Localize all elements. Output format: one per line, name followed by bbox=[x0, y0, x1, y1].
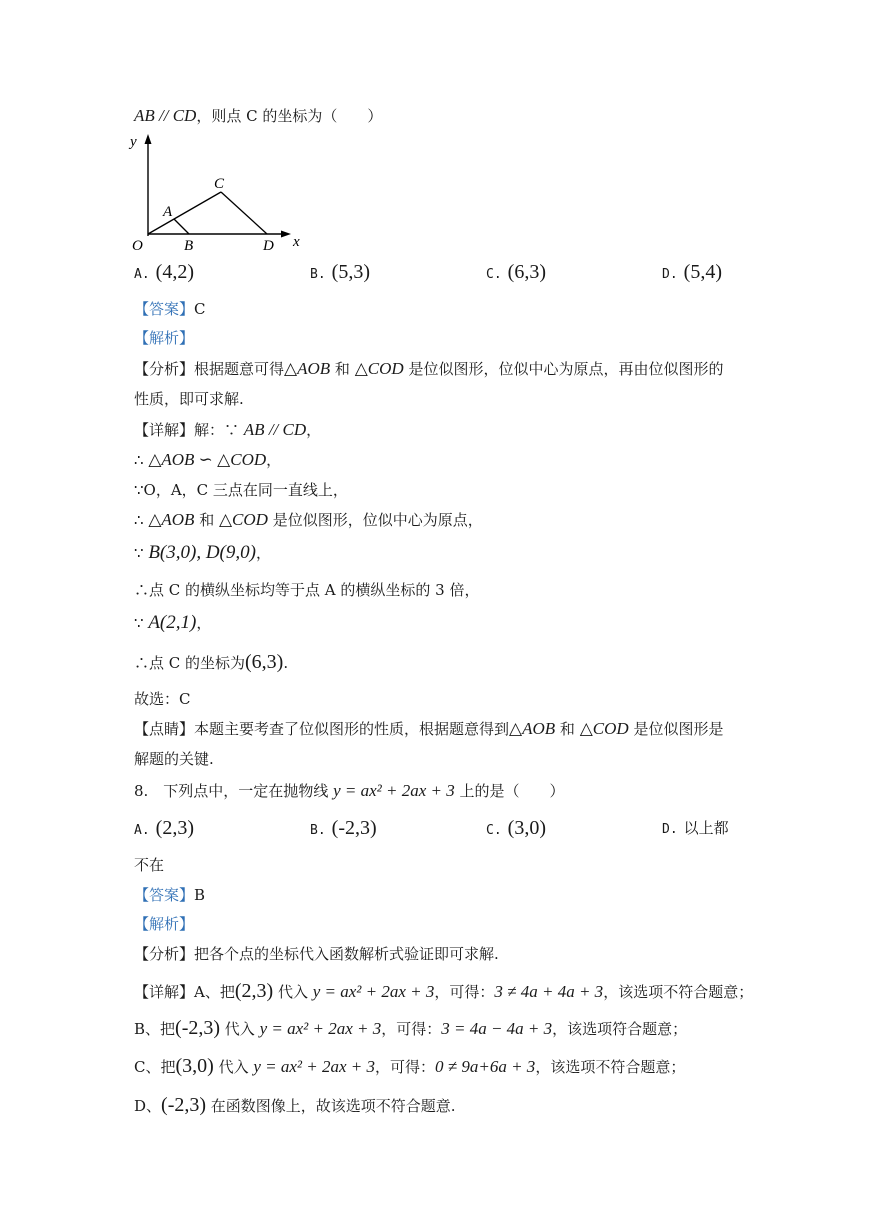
q8-option-d: D. 以上都 bbox=[662, 819, 729, 837]
label-d: D bbox=[263, 238, 274, 252]
q7-option-d: D. (5,4) bbox=[662, 261, 722, 283]
label-b: B bbox=[184, 238, 194, 252]
q7-option-a: A. (4,2) bbox=[134, 261, 194, 283]
q7-figure bbox=[125, 128, 310, 252]
q7-xiangjie-line5: ∵ B(3,0), D(9,0)， bbox=[134, 542, 271, 563]
q8-xiangjie-c: C、把(3,0) 代入 y = ax² + 2ax + 3，可得：0 ≠ 9a+6a + 3，该选项不符合题意； bbox=[134, 1055, 686, 1077]
q8-stem: 8. 下列点中，一定在抛物线 y = ax² + 2ax + 3 上的是（ ） bbox=[134, 781, 565, 800]
segment-ab bbox=[174, 219, 189, 234]
q7-option-c: C. (6,3) bbox=[486, 261, 546, 283]
q8-option-b: B. (-2,3) bbox=[310, 817, 377, 839]
q7-xiangjie-line2: ∴ △AOB ∽ △COD， bbox=[134, 450, 282, 469]
q8-xiangjie-a: 【详解】A、把(2,3) 代入 y = ax² + 2ax + 3，可得：3 ≠ 4a + 4a + 3，该选项不符合题意； bbox=[134, 980, 754, 1002]
q7-xiangjie-line3: ∵O，A，C 三点在同一直线上， bbox=[134, 481, 348, 499]
q7-xiangjie-line7: ∵ A(2,1)， bbox=[134, 612, 212, 633]
label-o: O bbox=[132, 238, 143, 252]
label-a: A bbox=[163, 204, 173, 220]
q7-xiangjie-line1: 【详解】解：∵ AB // CD， bbox=[134, 420, 322, 439]
q8-answer: 【答案】B bbox=[134, 886, 206, 904]
q8-jiexi-tag: 【解析】 bbox=[134, 915, 195, 933]
q7-condition: AB // CD bbox=[134, 106, 197, 125]
q7-stem-text: ，则点 C 的坐标为（ ） bbox=[196, 107, 383, 125]
q7-answer: 【答案】C bbox=[134, 300, 206, 318]
q7-dianjing-line2: 解题的关键. bbox=[134, 750, 214, 768]
q8-fenxi: 【分析】把各个点的坐标代入函数解析式验证即可求解. bbox=[134, 945, 499, 963]
q8-option-a: A. (2,3) bbox=[134, 817, 194, 839]
q7-xiangjie-line4: ∴ △AOB 和 △COD 是位似图形，位似中心为原点， bbox=[134, 510, 483, 529]
label-y: y bbox=[130, 134, 137, 150]
q7-stem bbox=[134, 106, 382, 126]
q7-fenxi-line2: 性质，即可求解. bbox=[134, 390, 244, 408]
q8-xiangjie-b: B、把(-2,3) 代入 y = ax² + 2ax + 3，可得：3 = 4a − 4a + 3，该选项符合题意； bbox=[134, 1017, 688, 1039]
q7-dianjing-line1: 【点睛】本题主要考查了位似图形的性质，根据题意得到△AOB 和 △COD 是位似图形是 bbox=[134, 719, 724, 738]
q7-option-b: B. (5,3) bbox=[310, 261, 370, 283]
q7-xiangjie-line6: ∴点 C 的横纵坐标均等于点 A 的横纵坐标的 3 倍， bbox=[134, 581, 480, 599]
segment-oc bbox=[148, 192, 221, 234]
q7-guxuan: 故选：C bbox=[134, 690, 191, 708]
label-c: C bbox=[214, 176, 225, 192]
segment-cd bbox=[221, 192, 267, 234]
q7-xiangjie-line8: ∴点 C 的坐标为(6,3). bbox=[134, 651, 289, 673]
q8-xiangjie-d: D、(-2,3) 在函数图像上，故该选项不符合题意. bbox=[134, 1094, 456, 1116]
q8-option-d-cont: 不在 bbox=[134, 856, 165, 874]
y-axis-arrow-icon bbox=[145, 134, 152, 144]
q7-jiexi-tag: 【解析】 bbox=[134, 329, 195, 347]
q8-option-c: C. (3,0) bbox=[486, 817, 546, 839]
label-x: x bbox=[293, 234, 300, 250]
q7-fenxi-line1: 【分析】根据题意可得△AOB 和 △COD 是位似图形，位似中心为原点，再由位似图形的 bbox=[134, 359, 724, 378]
x-axis-arrow-icon bbox=[281, 231, 291, 238]
